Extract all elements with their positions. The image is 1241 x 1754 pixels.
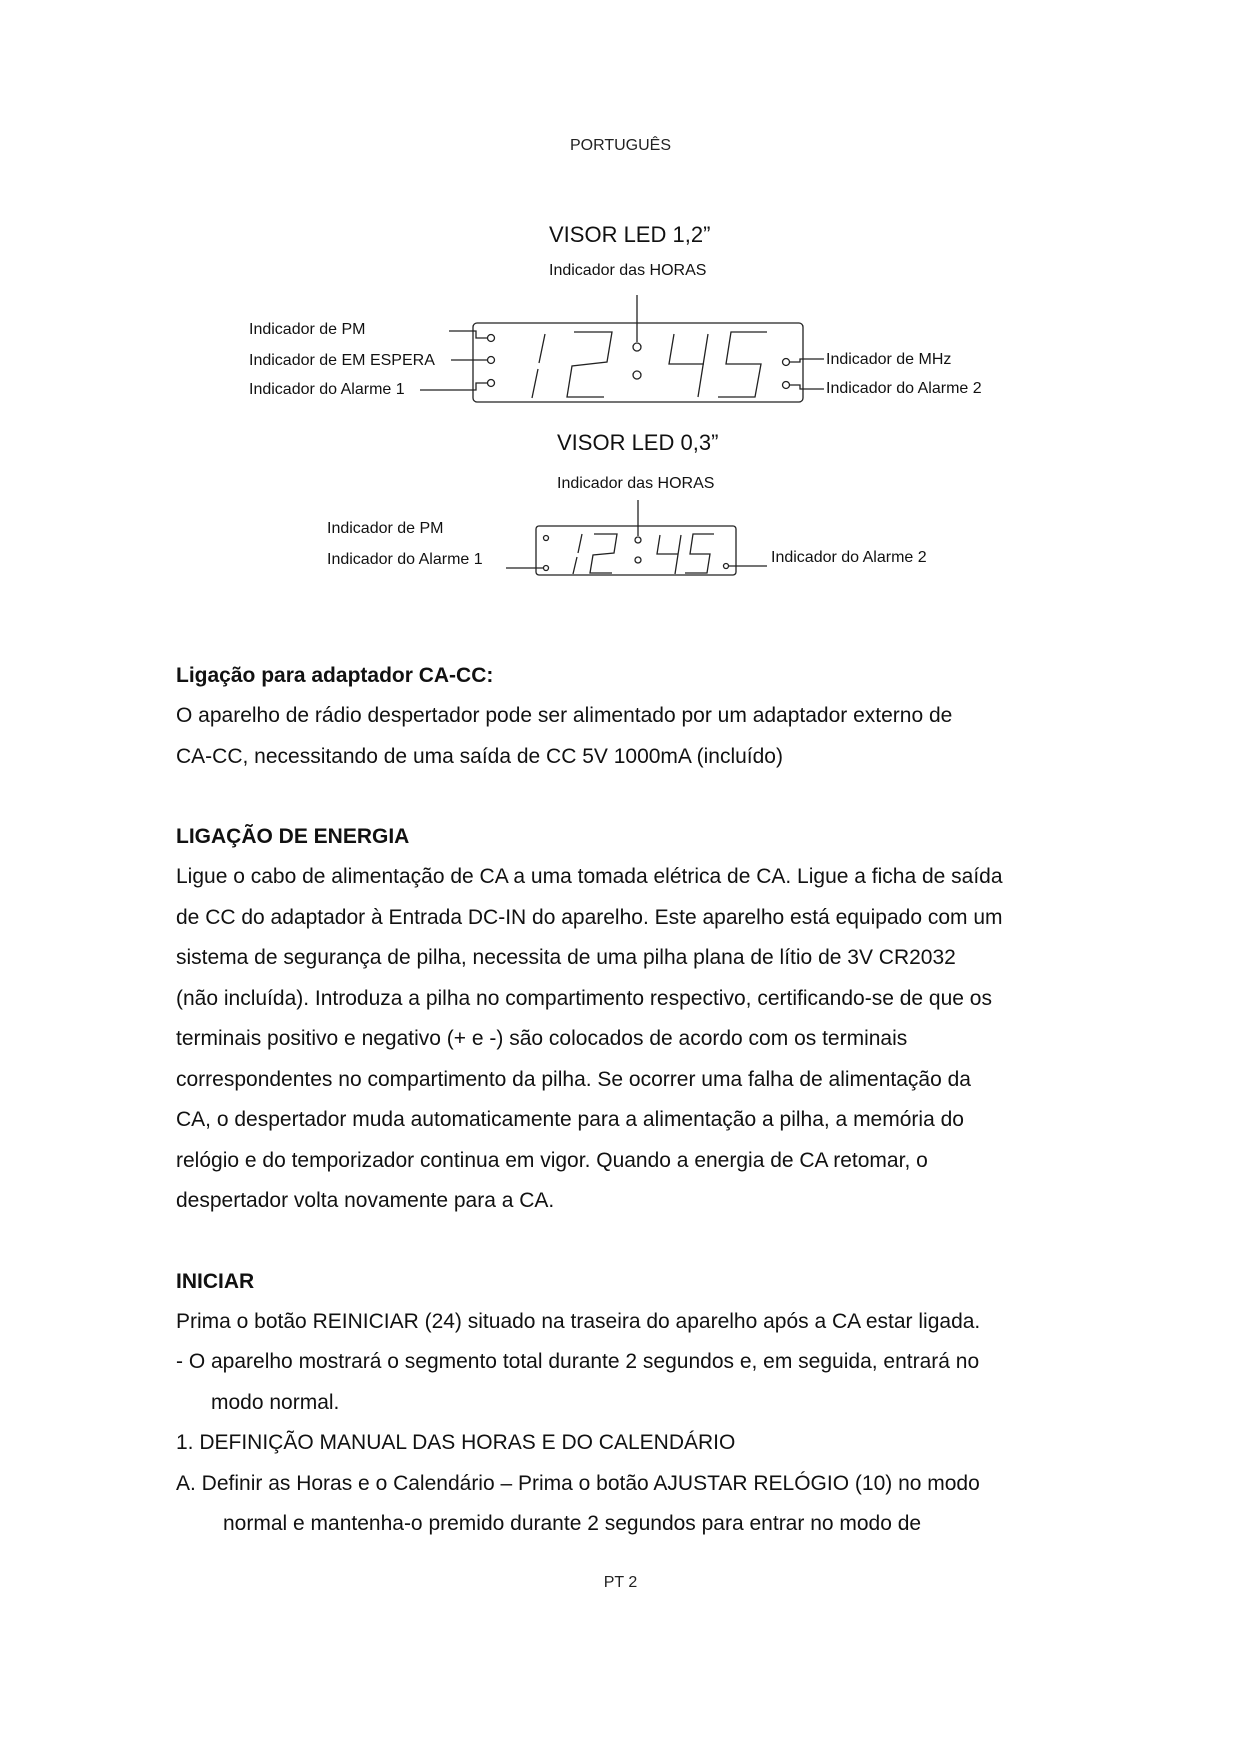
small-alarm2-dot (724, 564, 729, 569)
large-hour-indicator-label: Indicador das HORAS (549, 262, 707, 279)
large-pm-indicator-label: Indicador de PM (249, 321, 366, 338)
large-display-title: VISOR LED 1,2” (549, 222, 711, 247)
adapter-line: CA-CC, necessitando de uma saída de CC 5V 1000mA (incluído) (176, 744, 783, 768)
power-line: correspondentes no compartimento da pilha. Se ocorrer uma falha de alimentação da (176, 1067, 971, 1091)
large-alarm2-indicator-label: Indicador do Alarme 2 (826, 380, 982, 397)
page-language-header: PORTUGUÊS (569, 137, 672, 154)
power-section-title: LIGAÇÃO DE ENERGIA (176, 825, 410, 848)
small-digit-2 (590, 534, 617, 573)
power-line: de CC do adaptador à Entrada DC-IN do aparelho. Este aparelho está equipado com um (176, 905, 1003, 929)
power-line: sistema de segurança de pilha, necessita de uma pilha plana de lítio de 3V CR2032 (176, 946, 956, 969)
adapter-section-title: Ligação para adaptador CA-CC: (176, 664, 494, 687)
small-digit-1 (573, 534, 582, 574)
power-line: Ligue o cabo de alimentação de CA a uma tomada elétrica de CA. Ligue a ficha de saída (176, 865, 1003, 888)
small-led-display (0, 0, 1241, 620)
small-alarm1-indicator-label: Indicador do Alarme 1 (327, 551, 483, 568)
power-line: despertador volta novamente para a CA. (176, 1189, 555, 1212)
start-line: Prima o botão REINICIAR (24) situado na traseira do aparelho após a CA estar ligada. (176, 1309, 981, 1333)
start-letter-item: A. Definir as Horas e o Calendário – Prima o botão AJUSTAR RELÓGIO (10) no modo (176, 1471, 980, 1495)
small-colon-dot (635, 557, 641, 563)
small-pm-indicator-label: Indicador de PM (327, 520, 444, 537)
small-digit-4 (657, 535, 681, 574)
large-alarm1-indicator-label: Indicador do Alarme 1 (249, 381, 405, 398)
power-line: relógio e do temporizador continua em vigor. Quando a energia de CA retomar, o (176, 1148, 928, 1172)
small-digit-5 (685, 534, 714, 573)
small-pm-dot (544, 536, 549, 541)
adapter-line: O aparelho de rádio despertador pode ser alimentado por um adaptador externo de (176, 704, 953, 727)
small-display-title: VISOR LED 0,3” (557, 430, 719, 455)
small-alarm2-indicator-label: Indicador do Alarme 2 (771, 549, 927, 566)
power-line: (não incluída). Introduza a pilha no compartimento respectivo, certificando-se de que os (176, 986, 992, 1010)
manual-content (176, 656, 1126, 1545)
power-line: terminais positivo e negativo (+ e -) são colocados de acordo com os terminais (176, 1027, 908, 1050)
large-standby-indicator-label: Indicador de EM ESPERA (249, 352, 435, 369)
page-number: PT 2 (603, 1574, 638, 1591)
start-dash-item: - O aparelho mostrará o segmento total durante 2 segundos e, em seguida, entrará no (176, 1350, 980, 1373)
small-alarm1-dot (544, 566, 549, 571)
small-hour-indicator-label: Indicador das HORAS (557, 475, 715, 492)
start-numbered-item: 1. DEFINIÇÃO MANUAL DAS HORAS E DO CALENDÁRIO (176, 1431, 736, 1454)
start-letter-item-continuation: normal e mantenha-o premido durante 2 segundos para entrar no modo de (223, 1512, 922, 1535)
small-hour-pointer-dot (635, 537, 641, 543)
start-dash-item-continuation: modo normal. (211, 1390, 340, 1414)
power-line: CA, o despertador muda automaticamente para a alimentação a pilha, a memória do (176, 1108, 964, 1131)
large-mhz-indicator-label: Indicador de MHz (826, 351, 952, 368)
start-section-title: INICIAR (176, 1269, 255, 1293)
